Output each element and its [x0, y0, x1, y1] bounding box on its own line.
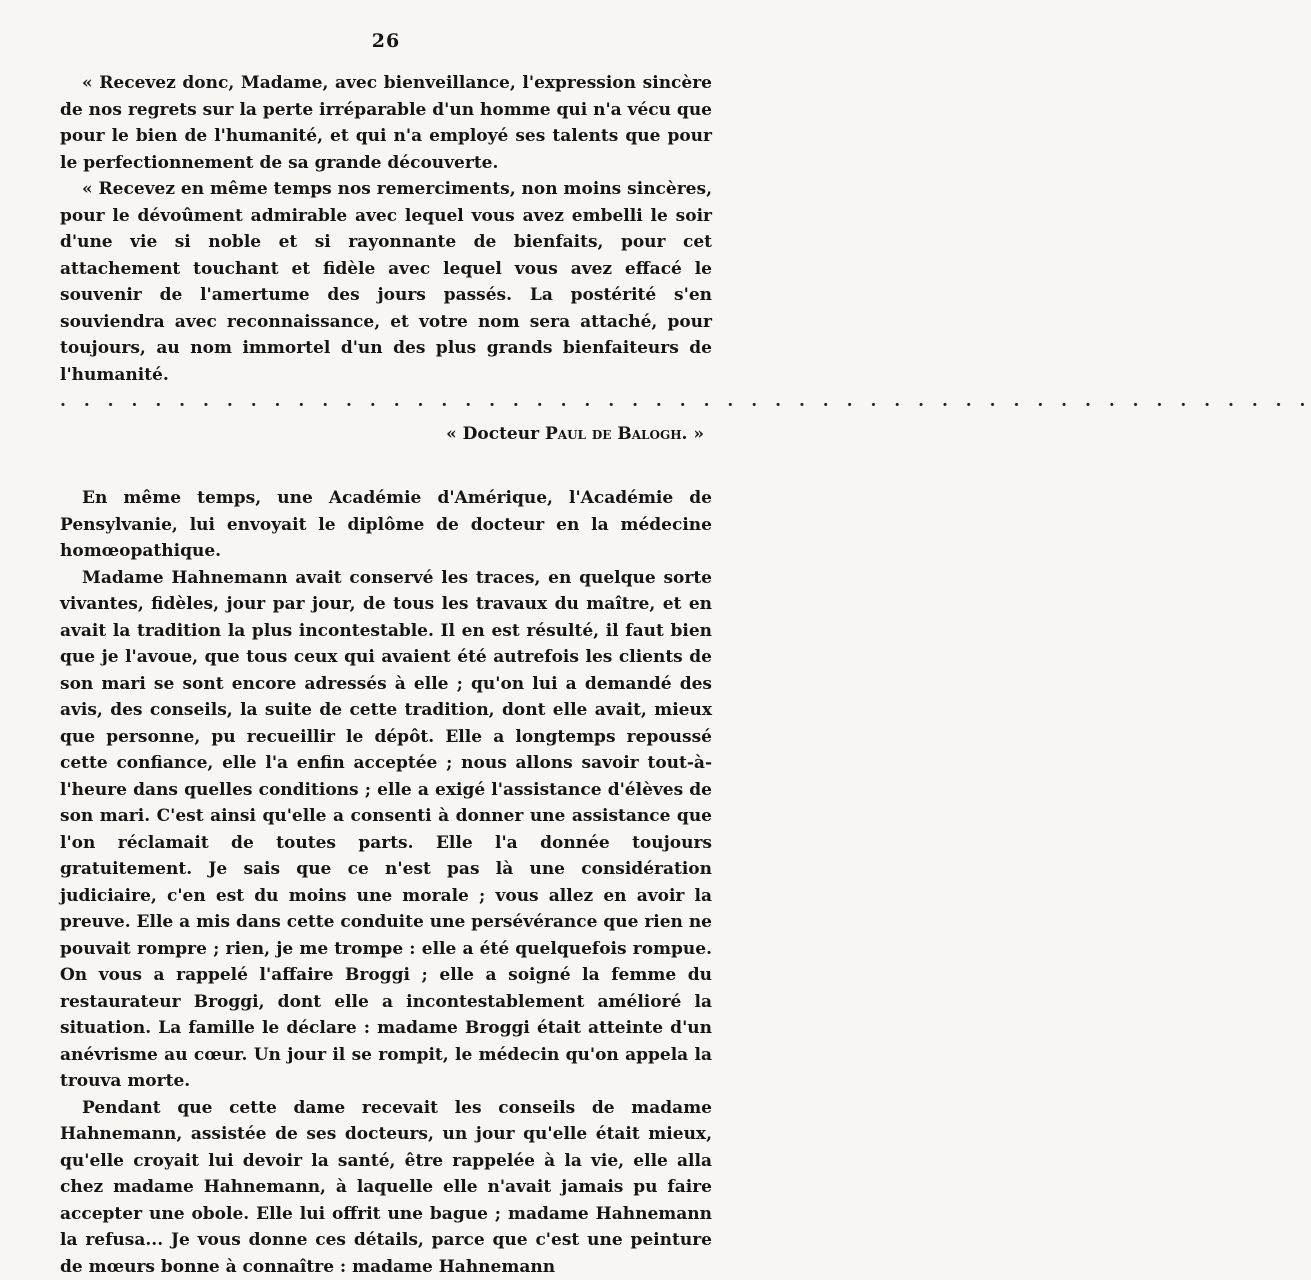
body-paragraph-2: Madame Hahnemann avait conservé les traces, en quelque sorte vivantes, fidèles, jour par jour, de tous les travaux du maître, et en avait la tradition la plus incontestable. Il en est résulté, il faut bien que je l'avoue, que tous ceux qui avaient été autrefois les clients de son mari se sont encore adressés à elle ; qu'on lui a demandé des avis, des conseils, la suite de cette tradition, dont elle avait, mieux que personne, pu recueillir le dépôt. Elle a longtemps repoussé cette confiance, elle l'a enfin acceptée ; nous allons savoir tout-à-l'heure dans quelles conditions ; elle a exigé l'assistance d'élèves de son mari. C'est ainsi qu'elle a consenti à donner une assistance que l'on réclamait de toutes parts. Elle l'a donnée toujours gratuitement. Je sais que ce n'est pas là une considération judiciaire, c'en est du moins une morale ; vous allez en avoir la preuve. Elle a mis dans cette conduite une persévérance que rien ne pouvait rompre ; rien, je me trompe : elle a été quelquefois rompue. On vous a rappelé l'affaire Broggi ; elle a soigné la femme du restaurateur Broggi, dont elle a incontestablement amélioré la situation. La famille le déclare : madame Broggi était atteinte d'un anévrisme au cœur. Un jour il se rompit, le médecin qu'on appela la trouva morte. — [60, 567, 713, 1091]
signature-name: Paul de Balogh. — [544, 423, 688, 444]
quote-paragraph-2: « Recevez en même temps nos remerciments, non moins sincères, pour le dévoûment admirable avec lequel vous avez embelli le soir d'une vie si noble et si rayonnante de bienfaits, pour cet attachement touchant et fidèle avec lequel vous avez effacé le souvenir de l'amertume des jours passés. La postérité s'en souviendra avec reconnaissance, et votre nom sera attaché, pour toujours, au nom immortel d'un des plus grands bienfaiteurs de l'humanité. — [60, 179, 712, 385]
body-paragraph-3: Pendant que cette dame recevait les conseils de madame Hahnemann, assistée de ses docteurs, un jour qu'elle était mieux, qu'elle croyait lui devoir la santé, être rappelée à la vie, elle alla chez madame Hahnemann, à laquelle elle n'avait jamais pu faire accepter une obole. Elle lui offrit une bague ; madame Hahnemann la refusa... Je vous donne ces détails, parce que c'est une peinture de mœurs bonne à connaître : madame Hahnemann — [60, 1097, 712, 1277]
signature-suffix: » — [687, 423, 704, 444]
ellipsis-dots-line: . . . . . . . . . . . . . . . . . . . . . . . . . . . . . . . . . . . . . . . . . . . . . . . . . . . . . — [60, 391, 1311, 411]
page-number: 26 — [371, 30, 401, 52]
quote-signature — [60, 421, 704, 448]
body-paragraph-1: En même temps, une Académie d'Amérique, l'Académie de Pensylvanie, lui envoyait le diplôme de docteur en la médecine homœopathique. — [60, 488, 712, 561]
quote-paragraph-1: « Recevez donc, Madame, avec bienveillance, l'expression sincère de nos regrets sur la perte irréparable d'un homme qui n'a vécu que pour le bien de l'humanité, et qui n'a employé ses talents que pour le perfectionnement de sa grande découverte. — [60, 73, 712, 173]
signature-prefix: « Docteur — [446, 423, 540, 444]
